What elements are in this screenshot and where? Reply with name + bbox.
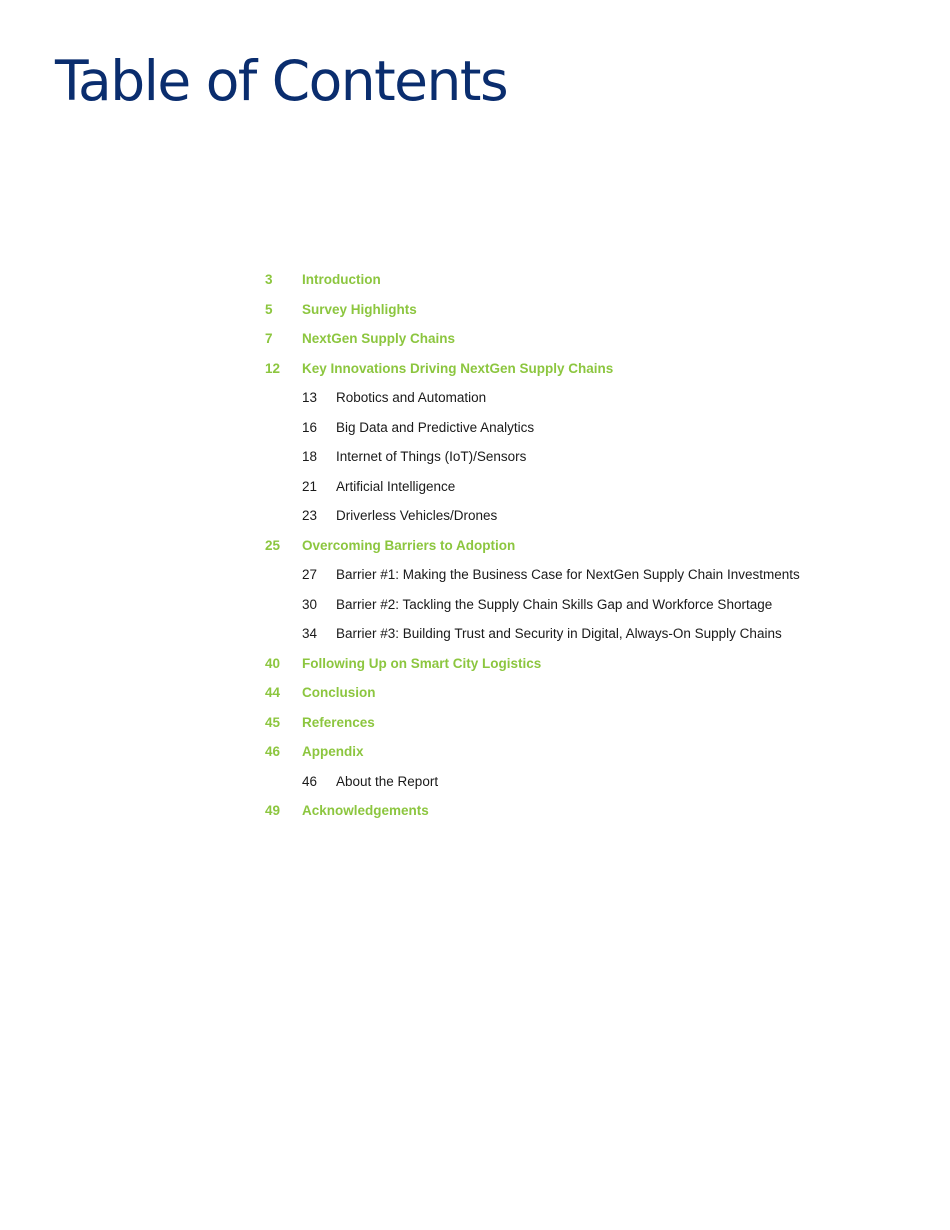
toc-entry[interactable] — [265, 531, 905, 561]
toc-subentry[interactable] — [265, 501, 905, 531]
toc-page-number: 34 — [302, 626, 318, 641]
toc-entry[interactable] — [265, 265, 905, 295]
toc-subentry[interactable] — [265, 442, 905, 472]
toc-page-number: 12 — [265, 360, 281, 376]
toc-page-number: 25 — [265, 537, 281, 553]
toc-page-number: 3 — [265, 272, 273, 287]
toc-page-number: 44 — [265, 685, 281, 700]
page-title: Table of Contents — [55, 49, 508, 113]
toc-subsection-title: Internet of Things (IoT)/Sensors — [336, 449, 527, 464]
toc-subsection-title: Driverless Vehicles/Drones — [336, 508, 498, 523]
toc-section-title: Survey Highlights — [302, 301, 417, 317]
toc-subsection-title: Barrier #2: Tackling the Supply Chain Skills Gap and Workforce Shortage — [336, 596, 773, 612]
toc-subentry[interactable] — [265, 413, 905, 443]
toc-entry[interactable] — [265, 295, 905, 325]
toc-subsection-title: Artificial Intelligence — [336, 478, 456, 494]
toc-page-number: 49 — [265, 803, 281, 818]
toc-page-number: 45 — [265, 714, 281, 730]
toc-section-title: Introduction — [302, 272, 381, 287]
toc-page-number: 30 — [302, 596, 318, 612]
toc-section-title: Overcoming Barriers to Adoption — [302, 537, 516, 553]
toc-section-title: Following Up on Smart City Logistics — [302, 655, 542, 671]
toc-page-number: 13 — [302, 390, 318, 405]
toc-subentry[interactable] — [265, 590, 905, 620]
toc-section-title: Acknowledgements — [302, 803, 429, 818]
toc-entry[interactable] — [265, 324, 905, 354]
toc-entry[interactable] — [265, 708, 905, 738]
toc-subsection-title: Barrier #3: Building Trust and Security in Digital, Always-On Supply Chains — [336, 626, 782, 641]
toc-subentry[interactable] — [265, 383, 905, 413]
toc-entry[interactable] — [265, 354, 905, 384]
toc-section-title: Key Innovations Driving NextGen Supply Chains — [302, 360, 614, 376]
toc-page-number: 5 — [265, 301, 273, 317]
toc-page-number: 46 — [302, 773, 318, 789]
toc-section-title: References — [302, 714, 375, 730]
toc-entry[interactable] — [265, 649, 905, 679]
toc-subsection-title: Robotics and Automation — [336, 390, 487, 405]
toc-page-number: 27 — [302, 567, 318, 582]
toc-subentry[interactable] — [265, 560, 905, 590]
toc-page-number: 16 — [302, 419, 318, 435]
toc-subsection-title: Barrier #1: Making the Business Case for NextGen Supply Chain Investments — [336, 567, 800, 582]
toc-subsection-title: Big Data and Predictive Analytics — [336, 419, 535, 435]
toc-page-number: 7 — [265, 331, 273, 346]
toc-subsection-title: About the Report — [336, 773, 439, 789]
toc-section-title: Conclusion — [302, 685, 376, 700]
toc-section-title: Appendix — [302, 744, 364, 759]
toc-section-title: NextGen Supply Chains — [302, 331, 456, 346]
toc-page-number: 23 — [302, 508, 318, 523]
toc-entry[interactable] — [265, 737, 905, 767]
toc-subentry[interactable] — [265, 472, 905, 502]
toc-entry[interactable] — [265, 796, 905, 826]
toc-subentry[interactable] — [265, 619, 905, 649]
toc-entry[interactable] — [265, 678, 905, 708]
toc-page-number: 46 — [265, 744, 281, 759]
toc-page-number: 40 — [265, 655, 281, 671]
toc-subentry[interactable] — [265, 767, 905, 797]
toc-page-number: 18 — [302, 449, 318, 464]
table-of-contents — [265, 265, 905, 826]
toc-page-number: 21 — [302, 478, 318, 494]
